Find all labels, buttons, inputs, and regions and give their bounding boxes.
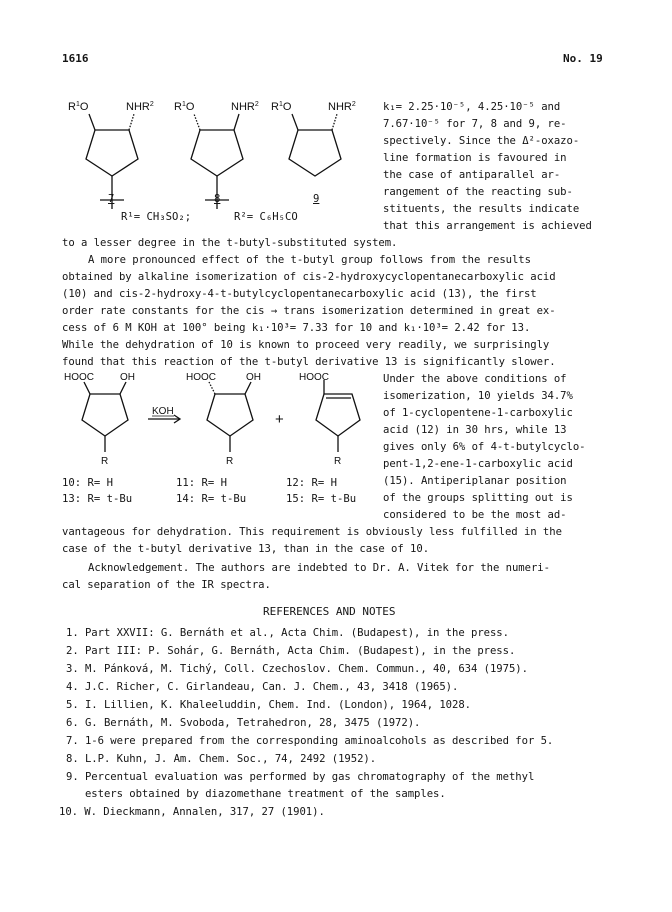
r1-definition: R¹= CH₃SO₂; bbox=[121, 211, 192, 223]
reference-item: 7. 1-6 were prepared from the corresponding aminoalcohols as described for 5. bbox=[66, 735, 554, 747]
text-line: (15). Antiperiplanar position bbox=[383, 475, 567, 487]
text-line: that this arrangement is achieved bbox=[383, 220, 592, 232]
nhr2-label-7: NHR$^2$ bbox=[126, 101, 154, 113]
text-line: line formation is favoured in bbox=[383, 152, 567, 164]
r-label: R bbox=[226, 456, 234, 467]
reference-item: 8. L.P. Kuhn, J. Am. Chem. Soc., 74, 2492 (1952). bbox=[66, 753, 377, 765]
text-line: of the groups splitting out is bbox=[383, 492, 573, 504]
text-line: Under the above conditions of bbox=[383, 373, 567, 385]
reference-item-cont: esters obtained by diazomethane treatment of the samples. bbox=[66, 788, 446, 800]
acknowledgement: Acknowledgement. The authors are indebted to Dr. A. Vitek for the numeri- bbox=[88, 562, 550, 574]
reference-item: 4. J.C. Richer, C. Girlandeau, Can. J. Chem., 43, 3418 (1965). bbox=[66, 681, 459, 693]
r2-definition: R²= C₆H₅CO bbox=[234, 211, 298, 223]
reference-item: 10. W. Dieckmann, Annalen, 317, 27 (1901). bbox=[59, 806, 325, 818]
r-label: R bbox=[101, 456, 109, 467]
label-compound-12: 12: R= H bbox=[286, 477, 338, 489]
text-line: pent-1,2-ene-1-carboxylic acid bbox=[383, 458, 573, 470]
text-line: considered to be the most ad- bbox=[383, 509, 567, 521]
text-line: 7.67·10⁻⁵ for 7, 8 and 9, re- bbox=[383, 118, 567, 130]
label-compound-10: 10: R= H bbox=[62, 477, 114, 489]
paragraph-1-end: to a lesser degree in the t-butyl-substituted system. bbox=[62, 237, 398, 249]
reference-item: 6. G. Bernáth, M. Svoboda, Tetrahedron, 28, 3475 (1972). bbox=[66, 717, 421, 729]
compound-7-label: 7 bbox=[108, 193, 115, 205]
text-line: k₁= 2.25·10⁻⁵, 4.25·10⁻⁵ and bbox=[383, 101, 561, 113]
scheme-structures-7-8-9 bbox=[62, 92, 382, 232]
text-line: A more pronounced effect of the t-butyl group follows from the results bbox=[88, 254, 531, 266]
label-compound-15: 15: R= t-Bu bbox=[286, 493, 357, 505]
acknowledgement-cont: cal separation of the IR spectra. bbox=[62, 579, 271, 591]
r1o-label-8: $R^1O$ bbox=[174, 101, 195, 113]
text-line: rangement of the reacting sub- bbox=[383, 186, 573, 198]
text-line: (10) and cis-2-hydroxy-4-t-butylcyclopentanecarboxylic acid (13), the first bbox=[62, 288, 537, 300]
cyclopentane-ring-7 bbox=[86, 130, 138, 176]
r1o-label-7: $R^1O$ bbox=[68, 101, 89, 113]
text-line: cess of 6 M KOH at 100° being k₁·10³= 7.33 for 10 and k₁·10³= 2.42 for 13. bbox=[62, 322, 531, 334]
text-line: found that this reaction of the t-butyl derivative 13 is significantly slower. bbox=[62, 356, 556, 368]
compound-8-label: 8 bbox=[214, 193, 221, 205]
text-line: of 1-cyclopentene-1-carboxylic bbox=[383, 407, 573, 419]
reference-item: 9. Percentual evaluation was performed by gas chromatography of the methyl bbox=[66, 771, 535, 783]
text-line: acid (12) in 30 hrs, while 13 bbox=[383, 424, 567, 436]
text-line: case of the t-butyl derivative 13, than in the case of 10. bbox=[62, 543, 430, 555]
nhr2-label-8: NHR$^2$ bbox=[231, 101, 259, 113]
cyclopentane-ring-9 bbox=[289, 130, 341, 176]
reference-item: 3. M. Pánková, M. Tichý, Coll. Czechoslov. Chem. Commun., 40, 634 (1975). bbox=[66, 663, 528, 675]
text-line: spectively. Since the Δ²-oxazo- bbox=[383, 135, 580, 147]
journal-issue: No. 19 bbox=[563, 52, 603, 65]
text-line: the case of antiparallel ar- bbox=[383, 169, 561, 181]
hooc-label: HOOC bbox=[64, 372, 94, 383]
text-line: order rate constants for the cis → trans isomerization determined in great ex- bbox=[62, 305, 556, 317]
label-compound-13: 13: R= t-Bu bbox=[62, 493, 133, 505]
text-line: obtained by alkaline isomerization of cis-2-hydroxycyclopentanecarboxylic acid bbox=[62, 271, 556, 283]
label-compound-14: 14: R= t-Bu bbox=[176, 493, 247, 505]
text-line: gives only 6% of 4-t-butylcyclo- bbox=[383, 441, 586, 453]
compound-9-label: 9 bbox=[313, 193, 320, 205]
references-title: REFERENCES AND NOTES bbox=[263, 605, 396, 618]
ring-compound-10 bbox=[82, 394, 128, 436]
ring-compound-11 bbox=[207, 394, 253, 436]
text-line: isomerization, 10 yields 34.7% bbox=[383, 390, 573, 402]
reference-item: 2. Part III: P. Sohár, G. Bernáth, Acta Chim. (Budapest), in the press. bbox=[66, 645, 516, 657]
reference-item: 5. I. Lillien, K. Khaleeluddin, Chem. Ind. (London), 1964, 1028. bbox=[66, 699, 471, 711]
oh-label: OH bbox=[246, 372, 261, 383]
text-line: While the dehydration of 10 is known to proceed very readily, we surprisingly bbox=[62, 339, 550, 351]
page-number: 1616 bbox=[62, 52, 89, 65]
cyclopentane-ring-8 bbox=[191, 130, 243, 176]
oh-label: OH bbox=[120, 372, 135, 383]
hooc-label: HOOC bbox=[186, 372, 216, 383]
koh-label: KOH bbox=[152, 406, 174, 417]
label-compound-11: 11: R= H bbox=[176, 477, 228, 489]
hooc-label: HOOC bbox=[299, 372, 329, 383]
text-line: vantageous for dehydration. This requirement is obviously less fulfilled in the bbox=[62, 526, 562, 538]
r1o-label-9: $R^1O$ bbox=[271, 101, 292, 113]
r-label: R bbox=[334, 456, 342, 467]
scheme-isomerization-dehydration bbox=[62, 372, 372, 472]
text-line: stituents, the results indicate bbox=[383, 203, 580, 215]
ring-compound-12 bbox=[316, 394, 360, 436]
plus-sign: + bbox=[275, 411, 284, 428]
reference-item: 1. Part XXVII: G. Bernáth et al., Acta Chim. (Budapest), in the press. bbox=[66, 627, 509, 639]
nhr2-label-9: NHR$^2$ bbox=[328, 101, 356, 113]
